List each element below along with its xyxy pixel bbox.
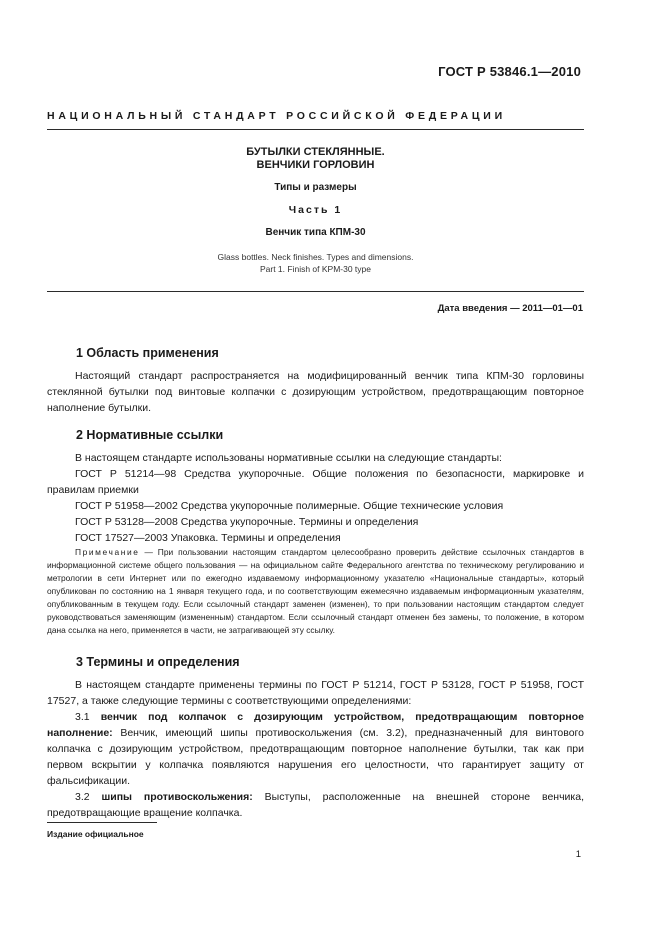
section1-text: Настоящий стандарт распространяется на модифицированный венчик типа КПМ-30 горловины стеклянной бутылки под винтовые колпачки с дозирующим устройством, предотвращающим повторное наполнение бутылки.: [47, 370, 584, 414]
footer-rule: [47, 822, 157, 823]
note-label: Примечание: [75, 547, 140, 557]
reference-item: ГОСТ Р 51958—2002 Средства укупорочные полимерные. Общие технические условия: [75, 500, 504, 512]
section3-body: [47, 677, 584, 821]
title-line1: БУТЫЛКИ СТЕКЛЯННЫЕ.: [246, 146, 385, 158]
reference-item: ГОСТ Р 53128—2008 Средства укупорочные. Термины и определения: [75, 516, 419, 528]
page-number: 1: [575, 849, 581, 860]
edition-label: Издание официальное: [47, 829, 144, 839]
english-title-line1: Glass bottles. Neck finishes. Types and dimensions.: [217, 252, 414, 262]
section2-body: [47, 450, 584, 546]
part-title: Венчик типа КПМ-30: [265, 227, 366, 238]
note-text: — При пользовании настоящим стандартом целесообразно проверить действие ссылочных стандартов в информационной системе общего пользования — на официальном сайте Федерального агентства по техническому регулированию и метрологии в сети Интернет или по ежегодно издаваемому информационному указателю «Национальные стандарты», который опубликован по состоянию на 1 января текущего года, и по соответствующим ежемесячно издаваемым информационным указателям, опубликованным в текущем году. Если ссылочный стандарт заменен (изменен), то при пользовании настоящим стандартом следует руководствоваться заменяющим (измененным) стандартом. Если ссылочный стандарт отменен без замены, то положение, в котором дана ссылка на него, применяется в части, не затрагивающей эту ссылку.: [47, 547, 584, 635]
standard-banner: НАЦИОНАЛЬНЫЙ СТАНДАРТ РОССИЙСКОЙ ФЕДЕРАЦИИ: [47, 110, 506, 122]
section2-intro: В настоящем стандарте использованы нормативные ссылки на следующие стандарты:: [75, 452, 502, 464]
section1-body: [47, 368, 584, 416]
title-rule: [47, 291, 584, 292]
reference-item: ГОСТ Р 51214—98 Средства укупорочные. Общие положения по безопасности, маркировке и правилам приемки: [47, 468, 584, 496]
document-number: ГОСТ Р 53846.1—2010: [438, 64, 581, 79]
part-number: Часть 1: [288, 204, 343, 216]
term2-number: 3.2: [75, 791, 90, 803]
term1-name: венчик под колпачок с дозирующим устройством, предотвращающим повторное наполнение:: [47, 711, 584, 739]
section2-note: [47, 546, 584, 637]
title-line2: ВЕНЧИКИ ГОРЛОВИН: [256, 159, 375, 171]
english-title-line2: Part 1. Finish of KPM-30 type: [259, 264, 372, 274]
term1-definition: Венчик, имеющий шипы противоскольжения (см. 3.2), предназначенный для винтового колпачка с дозирующим устройством, предотвращающим повторное наполнение бутылки, так как при первом вскрытии у колпачка появляются нарушения его целостности, что гарантирует защиту от фальсификации.: [47, 727, 585, 787]
term-3-2: [47, 789, 584, 821]
term2-definition: Выступы, расположенные на внешней стороне венчика, предотвращающие вращение колпачка.: [47, 791, 585, 819]
section3-intro: В настоящем стандарте применены термины по ГОСТ Р 51214, ГОСТ Р 53128, ГОСТ Р 51958, ГОСТ 17527, а также следующие термины с соответствующими определениями:: [47, 679, 584, 707]
introduction-date: Дата введения — 2011—01—01: [437, 303, 583, 314]
subtitle: Типы и размеры: [274, 182, 357, 193]
section2-heading: 2 Нормативные ссылки: [76, 428, 224, 442]
section3-heading: 3 Термины и определения: [76, 655, 240, 669]
term-3-1: [47, 709, 584, 789]
term2-name: шипы противоскольжения:: [101, 791, 253, 803]
reference-item: ГОСТ 17527—2003 Упаковка. Термины и определения: [75, 532, 341, 544]
term1-number: 3.1: [75, 711, 90, 723]
section1-heading: 1 Область применения: [76, 346, 219, 360]
banner-rule: [47, 129, 584, 130]
